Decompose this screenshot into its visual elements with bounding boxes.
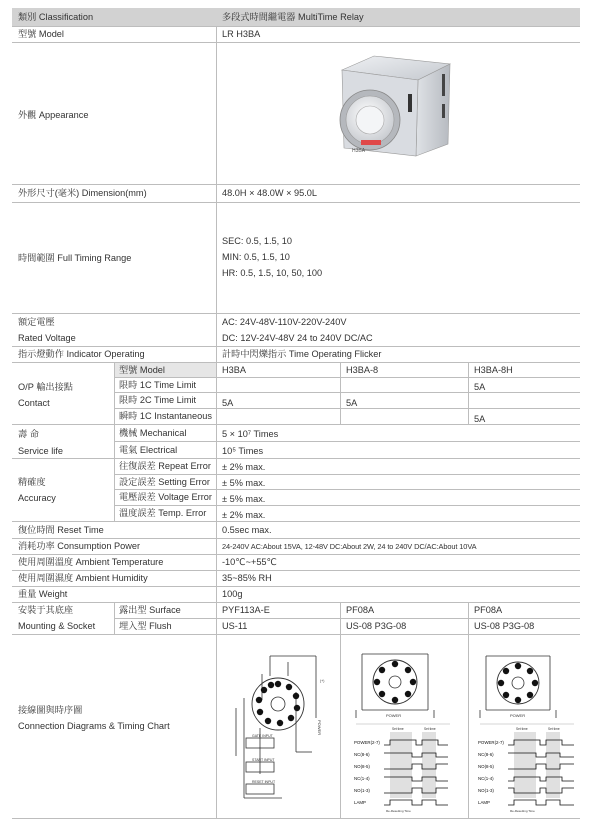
h3ba-wiring-diagram xyxy=(226,648,332,808)
weight-value: 100g xyxy=(222,589,243,599)
consumption-value: 24-240V AC:About 15VA, 12-48V DC:About 2W, 24 to 240V DC/AC:About 10VA xyxy=(222,542,477,551)
power-label: POWER xyxy=(510,713,526,718)
diagrams-label-en: Connection Diagrams & Timing Chart xyxy=(18,721,170,731)
mounting-label-cn: 安裝于其底座 xyxy=(18,605,74,615)
timing-min: MIN: 0.5, 1.5, 10 xyxy=(222,252,290,262)
accuracy-row-label: 電壓誤差 Voltage Error xyxy=(119,492,212,502)
contact-model-h3ba: H3BA xyxy=(222,365,247,375)
contact-model-label: 型號 Model xyxy=(119,365,165,375)
mounting-flush-value: US-11 xyxy=(222,621,248,631)
contact-model-h3ba-8: H3BA-8 xyxy=(346,365,379,375)
contact-cell: 5A xyxy=(222,398,234,408)
mounting-label-en: Mounting & Socket xyxy=(18,621,96,631)
timing-row-label: POWER(2-7) xyxy=(354,740,380,745)
life-elec-label: 電氣 Electrical xyxy=(119,445,178,455)
accuracy-label-cn: 精確度 xyxy=(18,477,46,487)
life-elec-value: 10⁵ Times xyxy=(222,446,264,456)
life-label-cn: 壽 命 xyxy=(18,429,39,439)
timing-row-label: NO(1-3) xyxy=(354,788,370,793)
weight-label: 重量 Weight xyxy=(18,589,68,599)
contact-row-label: 瞬時 1C Instantaneous xyxy=(119,411,212,421)
power-label: POWER xyxy=(386,713,402,718)
contact-row-label: 限時 2C Time Limit xyxy=(119,395,197,405)
life-mech-value: 5 × 10⁷ Times xyxy=(222,429,279,439)
accuracy-row-label: 設定誤差 Setting Error xyxy=(119,477,210,487)
accuracy-row-value: ± 2% max. xyxy=(222,462,266,472)
settime-label: Set time xyxy=(548,727,560,731)
timing-sec: SEC: 0.5, 1.5, 10 xyxy=(222,236,292,246)
voltage-label-en: Rated Voltage xyxy=(18,333,76,343)
timing-row-label: NC(1-4) xyxy=(478,776,494,781)
diagrams-label-cn: 接線圖與時序圖 xyxy=(18,705,83,715)
start-input-label: START INPUT xyxy=(252,758,275,762)
consumption-label: 消耗功率 Consumption Power xyxy=(18,541,141,551)
voltage-dc: DC: 12V-24V-48V 24 to 240V DC/AC xyxy=(222,333,373,343)
resetting-label: Re-Resetting Time xyxy=(510,809,535,813)
resetting-label: Re-Resetting Time xyxy=(386,809,411,813)
svg-text:(+): (+) xyxy=(320,679,325,683)
reset-label: 復位時間 Reset Time xyxy=(18,525,104,535)
timing-row-label: NO(8-5) xyxy=(478,764,494,769)
mounting-surface-value: PYF113A-E xyxy=(222,605,270,615)
temperature-label: 使用周圍溫度 Ambient Temperature xyxy=(18,557,164,567)
timing-hr: HR: 0.5, 1.5, 10, 50, 100 xyxy=(222,268,323,278)
contact-row-label: 限時 1C Time Limit xyxy=(119,380,197,390)
power-vertical-label: POWER xyxy=(317,720,322,736)
dimension-value: 48.0H × 48.0W × 95.0L xyxy=(222,188,318,198)
settime-label: Set time xyxy=(424,727,436,731)
accuracy-row-label: 往復誤差 Repeat Error xyxy=(119,461,211,471)
timing-row-label: NO(1-3) xyxy=(478,788,494,793)
mounting-flush-label: 埋入型 Flush xyxy=(119,621,172,631)
voltage-label-cn: 額定電壓 xyxy=(18,317,55,327)
contact-cell: 5A xyxy=(346,398,358,408)
contact-cell: 5A xyxy=(474,382,486,392)
mounting-flush-value: US-08 P3G-08 xyxy=(474,621,535,631)
classification-label: 類別 Classification xyxy=(18,12,94,22)
mounting-surface-label: 露出型 Surface xyxy=(119,605,181,615)
temperature-value: -10℃~+55℃ xyxy=(222,557,277,567)
timing-row-label: NC(8-6) xyxy=(478,752,494,757)
model-value: LR H3BA xyxy=(222,29,261,39)
settime-label: Set time xyxy=(392,727,404,731)
accuracy-row-value: ± 5% max. xyxy=(222,494,266,504)
reset-value: 0.5sec max. xyxy=(222,525,272,535)
accuracy-row-value: ± 2% max. xyxy=(222,510,266,520)
contact-cell: 5A xyxy=(474,414,486,424)
mounting-flush-value: US-08 P3G-08 xyxy=(346,621,407,631)
timing-row-label: LAMP xyxy=(354,800,366,805)
h3ba-8h-diagram xyxy=(476,644,580,814)
timing-row-label: NC(1-4) xyxy=(354,776,370,781)
mounting-surface-value: PF08A xyxy=(474,605,503,615)
timing-row-label: LAMP xyxy=(478,800,490,805)
mounting-surface-value: PF08A xyxy=(346,605,375,615)
contact-model-h3ba-8h: H3BA-8H xyxy=(474,365,513,375)
indicator-label: 指示燈動作 Indicator Operating xyxy=(18,349,145,359)
indicator-value: 計時中閃爍指示 Time Operating Flicker xyxy=(222,349,382,359)
appearance-label: 外觀 Appearance xyxy=(18,110,89,120)
timing-row-label: NC(8-6) xyxy=(354,752,370,757)
contact-label-en: Contact xyxy=(18,398,50,408)
life-mech-label: 機械 Mechanical xyxy=(119,428,187,438)
timing-row-label: NO(8-5) xyxy=(354,764,370,769)
life-label-en: Service life xyxy=(18,446,63,456)
h3ba-8-diagram xyxy=(350,644,460,814)
accuracy-row-label: 溫度誤差 Temp. Error xyxy=(119,508,207,518)
dimension-label: 外形尺寸(毫米) Dimension(mm) xyxy=(18,188,147,198)
timing-label: 時間範圍 Full Timing Range xyxy=(18,253,132,263)
settime-label: Set time xyxy=(516,727,528,731)
classification-value: 多段式時間繼電器 MultiTime Relay xyxy=(222,12,364,22)
voltage-ac: AC: 24V-48V-110V-220V-240V xyxy=(222,317,347,327)
gate-input-label: GATE INPUT xyxy=(252,734,273,738)
model-label: 型號 Model xyxy=(18,29,64,39)
accuracy-label-en: Accuracy xyxy=(18,493,56,503)
contact-label-cn: O/P 輸出接點 xyxy=(18,382,73,392)
svg-text:H3BA: H3BA xyxy=(352,148,366,154)
humidity-value: 35~85% RH xyxy=(222,573,272,583)
relay-image xyxy=(312,52,462,164)
humidity-label: 使用周圍濕度 Ambient Humidity xyxy=(18,573,148,583)
timing-row-label: POWER(2-7) xyxy=(478,740,504,745)
reset-input-label: RESET INPUT xyxy=(252,780,276,784)
accuracy-row-value: ± 5% max. xyxy=(222,478,266,488)
